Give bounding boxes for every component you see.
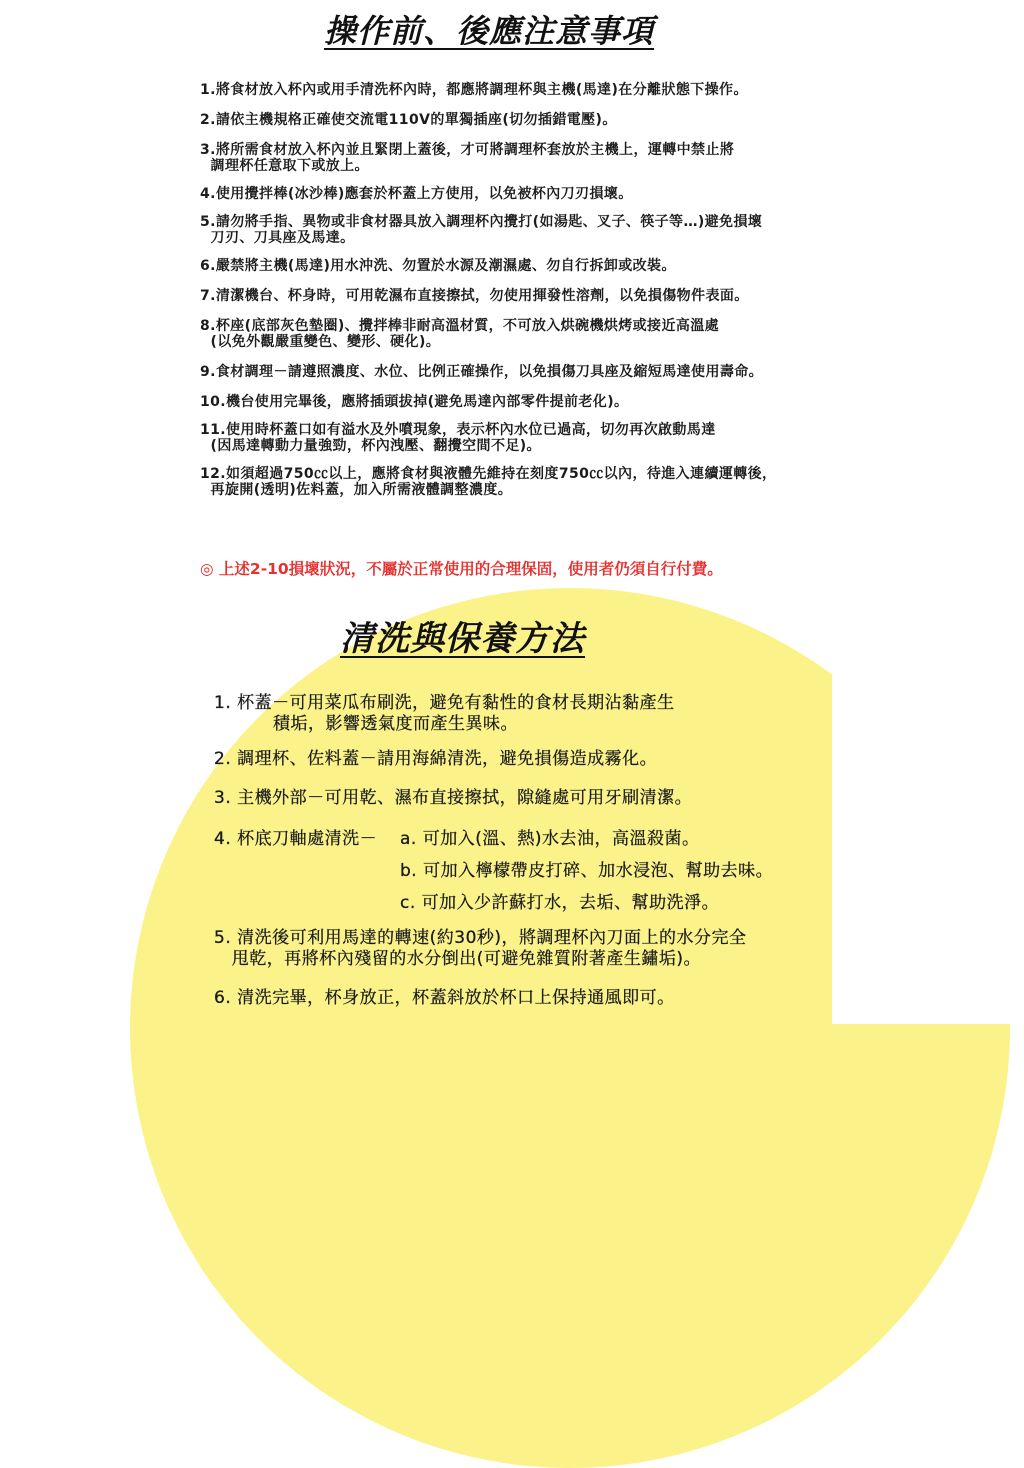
cleaning-line: 積垢，影響透氣度而產生異味。 — [214, 714, 519, 734]
precaution-item — [200, 186, 832, 202]
cleaning-subitem: b. 可加入檸檬帶皮打碎、加水浸泡、幫助去味。 — [400, 861, 774, 881]
cleaning-subline — [214, 861, 830, 882]
cleaning-line: 甩乾，再將杯內殘留的水分倒出(可避免雜質附著產生鏽垢)。 — [214, 949, 701, 969]
precaution-item — [200, 82, 832, 98]
right-margin — [832, 0, 1024, 1024]
precaution-line: (以免外觀嚴重變色、變形、硬化)。 — [200, 334, 441, 350]
indent-spacer — [214, 861, 400, 882]
precaution-line: 11.使用時杯蓋口如有溢水及外噴現象，表示杯內水位已過高，切勿再次啟動馬達 — [200, 422, 716, 438]
cleaning-subitem: c. 可加入少許蘇打水，去垢、幫助洗淨。 — [400, 893, 720, 913]
blade-shaft-label: 4. 杯底刀軸處清洗－ — [214, 829, 378, 849]
precaution-line: 10.機台使用完畢後，應將插頭拔掉(避免馬達內部零件提前老化)。 — [200, 394, 629, 410]
cleaning-title: 清洗與保養方法 — [340, 619, 585, 659]
cleaning-item — [214, 829, 830, 914]
cleaning-item — [214, 693, 830, 735]
cleaning-line: 2. 調理杯、佐料蓋－請用海綿清洗，避免損傷造成霧化。 — [214, 749, 658, 769]
cleaning-item — [214, 788, 830, 809]
indent-spacer — [214, 893, 400, 914]
cleaning-list — [214, 693, 830, 1009]
cleaning-subline — [214, 893, 830, 914]
precaution-item — [200, 142, 832, 174]
precaution-line: (因馬達轉動力量強勁，杯內洩壓、翻攪空間不足)。 — [200, 438, 541, 454]
precaution-item — [200, 258, 832, 274]
precaution-line: 2.請依主機規格正確使交流電110V的單獨插座(切勿插錯電壓)。 — [200, 112, 617, 128]
precaution-line: 6.嚴禁將主機(馬達)用水沖洗、勿置於水源及潮濕處、勿自行拆卸或改裝。 — [200, 258, 676, 274]
precaution-line: 1.將食材放入杯內或用手清洗杯內時，都應將調理杯與主機(馬達)在分離狀態下操作。 — [200, 82, 748, 98]
precaution-line: 7.清潔機台、杯身時，可用乾濕布直接擦拭，勿使用揮發性溶劑，以免損傷物件表面。 — [200, 288, 749, 304]
cleaning-line: 5. 清洗後可利用馬達的轉速(約30秒)，將調理杯內刀面上的水分完全 — [214, 928, 747, 948]
precaution-item — [200, 466, 832, 498]
precaution-line: 5.請勿將手指、異物或非食材器具放入調理杯內攪打(如湯匙、叉子、筷子等…)避免損壞 — [200, 214, 763, 230]
precaution-item — [200, 318, 832, 350]
warranty-notice: ◎ 上述2-10損壞狀況，不屬於正常使用的合理保固，使用者仍須自行付費。 — [200, 560, 723, 578]
precaution-item — [200, 112, 832, 128]
precautions-list — [200, 82, 832, 498]
precaution-item — [200, 288, 832, 304]
cleaning-line: 1. 杯蓋－可用菜瓜布刷洗，避免有黏性的食材長期沾黏產生 — [214, 693, 675, 713]
precaution-item — [200, 214, 832, 246]
precaution-item — [200, 394, 832, 410]
precaution-line: 調理杯任意取下或放上。 — [200, 158, 369, 174]
cleaning-line: 3. 主機外部－可用乾、濕布直接擦拭，隙縫處可用牙刷清潔。 — [214, 788, 693, 808]
precaution-line: 12.如須超過750㏄以上，應將食材與液體先維持在刻度750㏄以內，待進入連續運轉後， — [200, 466, 777, 482]
cleaning-item — [214, 988, 830, 1009]
precautions-title: 操作前、後應注意事項 — [324, 12, 655, 50]
precaution-line: 刀刃、刀具座及馬達。 — [200, 230, 355, 246]
cleaning-subline — [214, 829, 830, 850]
precaution-line: 9.食材調理－請遵照濃度、水位、比例正確操作，以免損傷刀具座及縮短馬達使用壽命。 — [200, 364, 764, 380]
precaution-line: 再旋開(透明)佐料蓋，加入所需液體調整濃度。 — [200, 482, 513, 498]
cleaning-line: 6. 清洗完畢，杯身放正，杯蓋斜放於杯口上保持通風即可。 — [214, 988, 675, 1008]
cleaning-item — [214, 749, 830, 770]
precaution-line: 8.杯座(底部灰色墊圈)、攪拌棒非耐高溫材質，不可放入烘碗機烘烤或接近高溫處 — [200, 318, 720, 334]
precaution-item — [200, 364, 832, 380]
precaution-item — [200, 422, 832, 454]
cleaning-item — [214, 928, 830, 970]
precaution-line: 3.將所需食材放入杯內並且緊閉上蓋後，才可將調理杯套放於主機上，運轉中禁止將 — [200, 142, 735, 158]
cleaning-subitem: a. 可加入(溫、熱)水去油，高溫殺菌。 — [400, 829, 700, 849]
precaution-line: 4.使用攪拌棒(冰沙棒)應套於杯蓋上方使用，以免被杯內刀刃損壞。 — [200, 186, 633, 202]
